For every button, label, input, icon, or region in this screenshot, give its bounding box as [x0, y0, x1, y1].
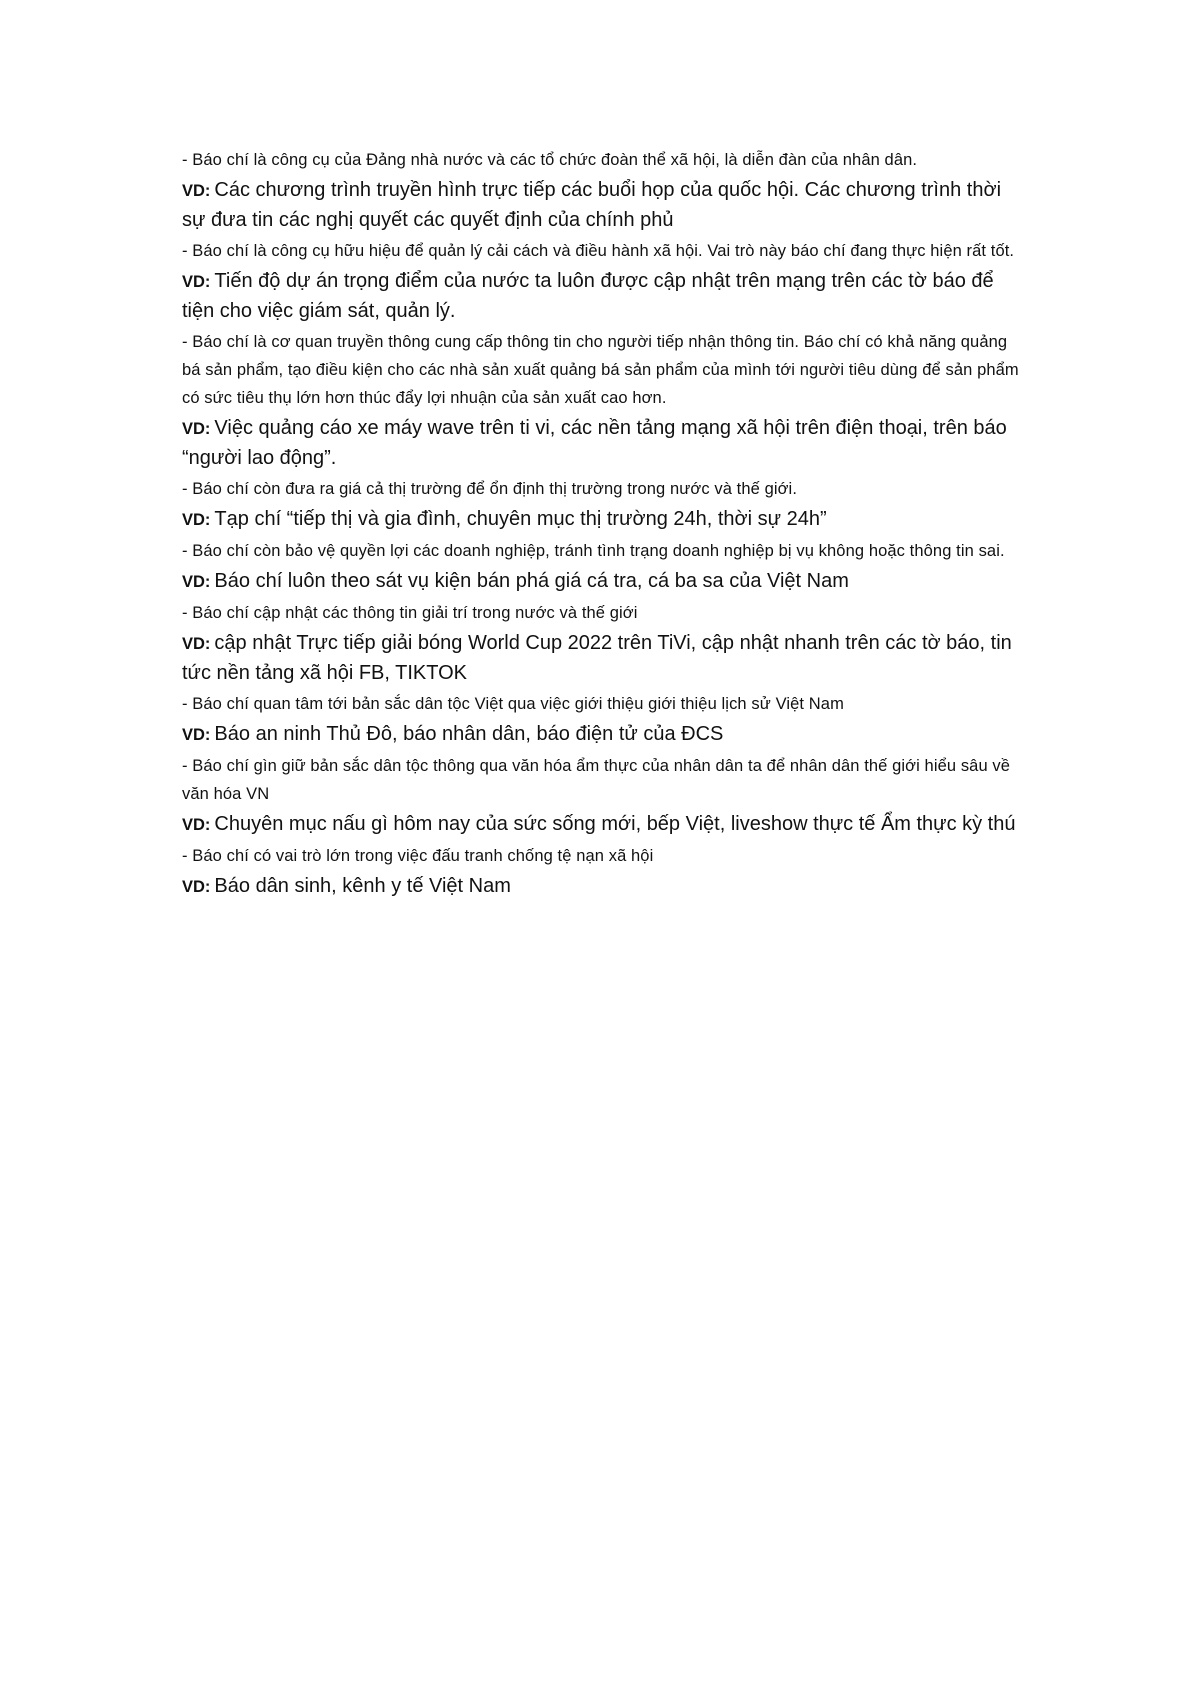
example-6: [182, 629, 1022, 688]
document-body: [182, 146, 1022, 904]
example-8: [182, 810, 1022, 840]
example-text: Báo an ninh Thủ Đô, báo nhân dân, báo điện tử của ĐCS: [214, 723, 724, 745]
example-label: VD:: [182, 573, 211, 591]
example-2: [182, 267, 1022, 326]
example-label: VD:: [182, 511, 211, 529]
example-label: VD:: [182, 878, 211, 896]
example-text: Báo chí luôn theo sát vụ kiện bán phá giá cá tra, cá ba sa của Việt Nam: [214, 570, 849, 592]
example-3: [182, 414, 1022, 473]
example-text: Các chương trình truyền hình trực tiếp các buổi họp của quốc hội. Các chương trình thời sự đưa tin các nghị quyết các quyết định của chính phủ: [182, 179, 1002, 231]
example-label: VD:: [182, 816, 211, 834]
point-6: - Báo chí cập nhật các thông tin giải trí trong nước và thế giới: [182, 604, 638, 622]
point-7: - Báo chí quan tâm tới bản sắc dân tộc Việt qua việc giới thiệu giới thiệu lịch sử Việt Nam: [182, 695, 844, 713]
example-text: cập nhật Trực tiếp giải bóng World Cup 2022 trên TiVi, cập nhật nhanh trên các tờ báo, tin tức nền tảng xã hội FB, TIKTOK: [182, 632, 1012, 684]
example-5: [182, 567, 1022, 597]
example-label: VD:: [182, 726, 211, 744]
point-3: - Báo chí là cơ quan truyền thông cung cấp thông tin cho người tiếp nhận thông tin. Báo chí có khả năng quảng bá sản phẩm, tạo điều kiện cho các nhà sản xuất quảng bá sản phẩm của mình tới người tiêu dùng để sản phẩm có sức tiêu thụ lớn hơn thúc đẩy lợi nhuận của sản xuất cao hơn.: [182, 333, 1019, 407]
example-text: Việc quảng cáo xe máy wave trên ti vi, các nền tảng mạng xã hội trên điện thoại, trên báo “người lao động”.: [182, 417, 1007, 469]
example-1: [182, 176, 1022, 235]
point-9: - Báo chí có vai trò lớn trong việc đấu tranh chống tệ nạn xã hội: [182, 847, 654, 865]
example-text: Tạp chí “tiếp thị và gia đình, chuyên mục thị trường 24h, thời sự 24h”: [214, 508, 827, 530]
example-text: Chuyên mục nấu gì hôm nay của sức sống mới, bếp Việt, liveshow thực tế Ẩm thực kỳ thú: [214, 813, 1016, 835]
example-text: Báo dân sinh, kênh y tế Việt Nam: [214, 875, 511, 897]
point-8: - Báo chí gìn giữ bản sắc dân tộc thông qua văn hóa ẩm thực của nhân dân ta để nhân dân thế giới hiểu sâu về văn hóa VN: [182, 757, 1011, 803]
example-label: VD:: [182, 420, 211, 438]
example-text: Tiến độ dự án trọng điểm của nước ta luôn được cập nhật trên mạng trên các tờ báo để tiện cho việc giám sát, quản lý.: [182, 270, 994, 322]
point-1: - Báo chí là công cụ của Đảng nhà nước và các tổ chức đoàn thể xã hội, là diễn đàn của nhân dân.: [182, 151, 918, 169]
point-4: - Báo chí còn đưa ra giá cả thị trường để ổn định thị trường trong nước và thế giới.: [182, 480, 798, 498]
example-label: VD:: [182, 273, 211, 291]
example-label: VD:: [182, 182, 211, 200]
example-4: [182, 505, 1022, 535]
example-9: [182, 872, 1022, 902]
example-7: [182, 720, 1022, 750]
point-2: - Báo chí là công cụ hữu hiệu để quản lý cải cách và điều hành xã hội. Vai trò này báo chí đang thực hiện rất tốt.: [182, 242, 1015, 260]
point-5: - Báo chí còn bảo vệ quyền lợi các doanh nghiệp, tránh tình trạng doanh nghiệp bị vụ không hoặc thông tin sai.: [182, 542, 1005, 560]
example-label: VD:: [182, 635, 211, 653]
